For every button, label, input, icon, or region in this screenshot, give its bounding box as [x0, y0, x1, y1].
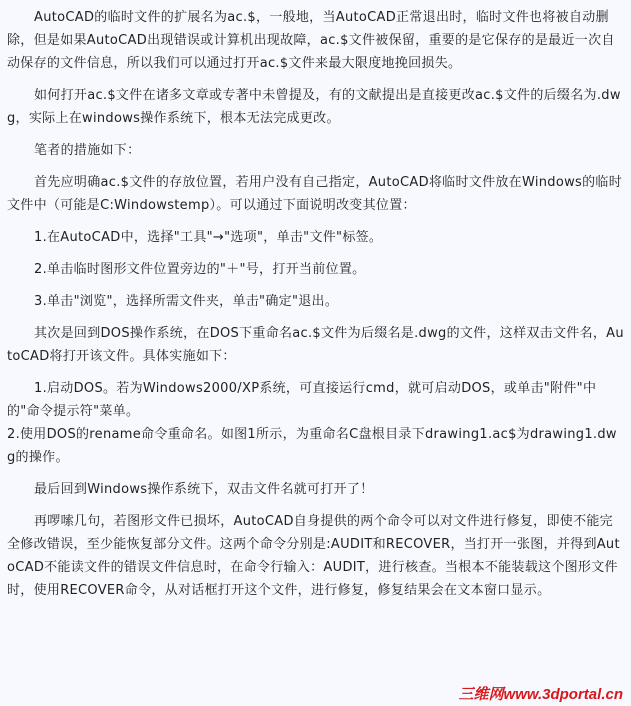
site-watermark: 三维网www.3dportal.cn	[458, 686, 623, 703]
paragraph-step-2-temp-location: 2.单击临时图形文件位置旁边的"＋"号，打开当前位置。	[34, 262, 366, 277]
paragraph-step-3-browse: 3.单击"浏览"，选择所需文件夹，单击"确定"退出。	[34, 294, 339, 309]
paragraph-method-heading: 笔者的措施如下：	[34, 143, 141, 158]
paragraph-audit-recover: 再啰嗦几句，若图形文件已损坏，AutoCAD自身提供的两个命令可以对文件进行修复，即使不能完全修改错误，至少能恢复部分文件。这两个命令分别是:AUDIT和RECOVER，当打开一张图，并得到AutoCAD不能读文件的错误文件信息时，在命令行输入：AUDIT，进行核查。当根本不能装载这个图形文件时，使用RECOVER命令，从对话框打开这个文件，进行修复，修复结果会在文本窗口显示。	[7, 514, 620, 598]
paragraph-how-to-open: 如何打开ac.$文件在诸多文章或专著中未曾提及，有的文献提出是直接更改ac.$文件的后缀名为.dwg，实际上在windows操作系统下，根本无法完成更改。	[7, 88, 621, 126]
paragraph-file-location: 首先应明确ac.$文件的存放位置，若用户没有自己指定，AutoCAD将临时文件放在Windows的临时文件中（可能是C:Windowstemp）。可以通过下面说明改变其位置：	[7, 175, 623, 213]
paragraph-dos-step-2: 2.使用DOS的rename命令重命名。如图1所示，为重命名C盘根目录下drawing1.ac$为drawing1.dwg的操作。	[7, 427, 617, 465]
paragraph-step-1-options: 1.在AutoCAD中，选择"工具"→"选项"，单击"文件"标签。	[34, 230, 383, 245]
paragraph-open-in-windows: 最后回到Windows操作系统下，双击文件名就可打开了！	[34, 482, 374, 497]
paragraph-temp-file-intro: AutoCAD的临时文件的扩展名为ac.$，一般地，当AutoCAD正常退出时，临时文件也将被自动删除，但是如果AutoCAD出现错误或计算机出现故障，ac.$文件被保留，重要的是它保存的是最近一次自动保存的文件信息，所以我们可以通过打开ac.$文件来最大限度地挽回损失。	[7, 10, 615, 71]
paragraph-dos-rename: 其次是回到DOS操作系统，在DOS下重命名ac.$文件为后缀名是.dwg的文件，这样双击文件名，AutoCAD将打开该文件。具体实施如下：	[7, 326, 624, 364]
paragraph-dos-step-1: 1.启动DOS。若为Windows2000/XP系统，可直接运行cmd，就可启动DOS，或单击"附件"中的"命令提示符"菜单。	[7, 381, 597, 419]
